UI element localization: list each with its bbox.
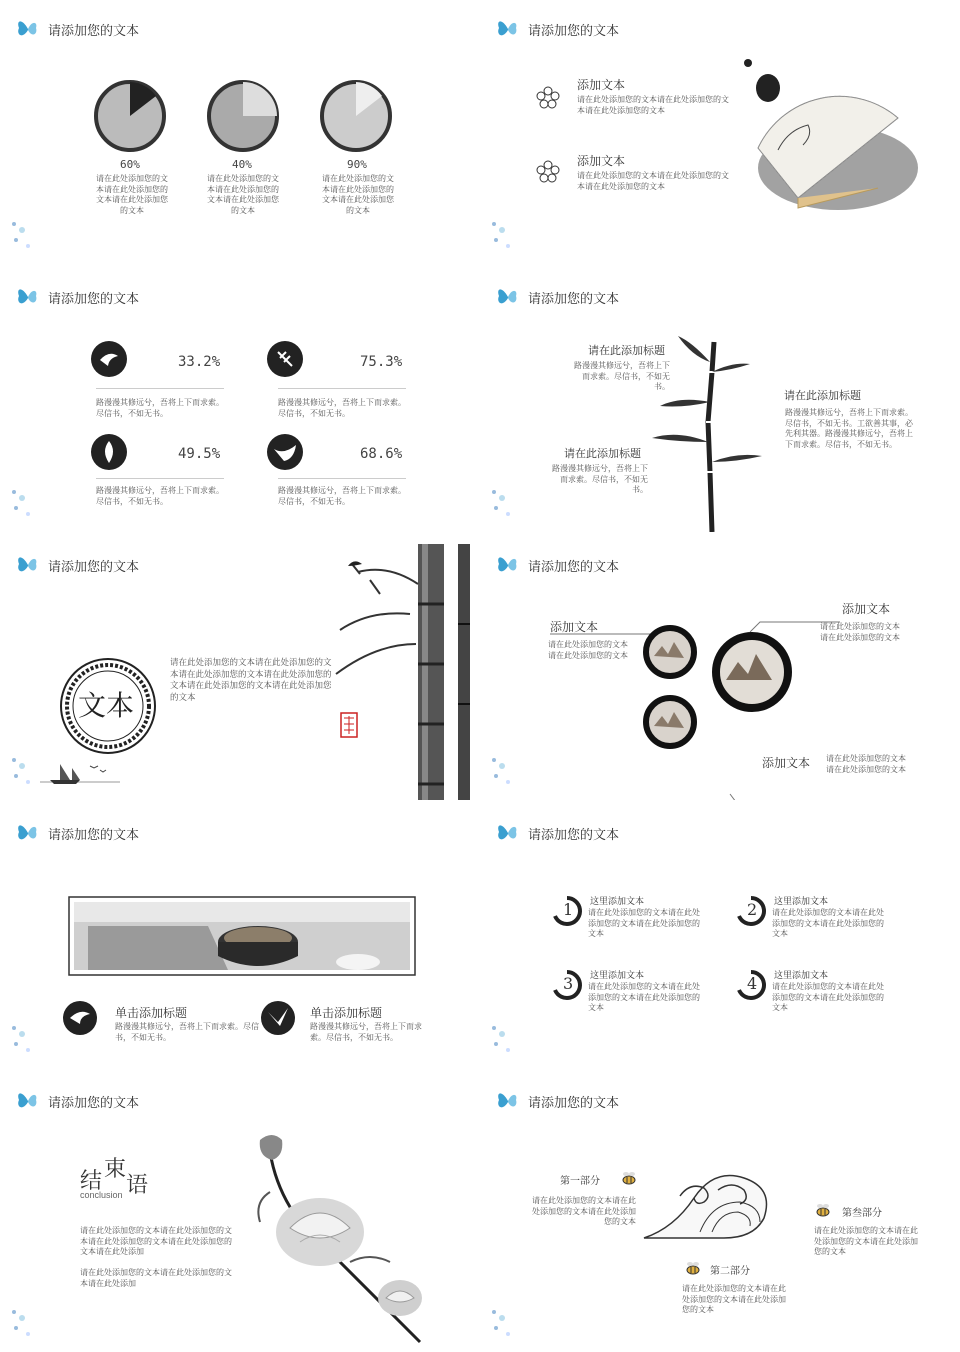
bamboo-ink-illustration [320, 544, 470, 800]
item-body: 请在此处添加您的文本请在此处添加您的文本请在此处添加您的文本 [577, 95, 729, 115]
conclusion-subtitle: conclusion [80, 1190, 123, 1200]
slide-title: 请添加您的文本 [48, 1096, 140, 1111]
item-percent: 60% [120, 158, 140, 171]
slide-title: 请添加您的文本 [48, 560, 140, 575]
body-text: 请在此处添加您的文本请在此处添加您的文本请在此处添加您的文本请在此处添加您的文本请在此处添加您的文本请在此处添加您的文本 [170, 658, 332, 703]
item-body: 请在此处添加您的文本请在此处添加您的文本 [548, 640, 628, 660]
item-body: 路漫漫其修远兮，吾将上下而求索。尽信书，不如无书。 [115, 1022, 259, 1042]
step-number: 3 [563, 974, 574, 993]
item-body: 路漫漫其修远兮，吾将上下而求索。尽信书，不如无书。 [278, 486, 406, 506]
item-body: 路漫漫其修远兮，吾将上下而求索。尽信书，不如无书。 [96, 398, 224, 418]
slide-title: 请添加您的文本 [48, 828, 140, 843]
ink-fan-illustration [738, 58, 928, 218]
decorative-dots-icon [8, 754, 36, 794]
decorative-dots-icon [488, 1306, 516, 1346]
divider [96, 388, 224, 389]
slide-title: 请添加您的文本 [528, 292, 620, 307]
decorative-dots-icon [488, 754, 516, 794]
divider [278, 388, 406, 389]
butterfly-icon [496, 16, 520, 42]
item-body: 路漫漫其修远兮，吾将上下而求索。尽信书，不如无书。 [574, 361, 670, 391]
slide-3[interactable] [0, 268, 472, 532]
ink-circle-icon [207, 80, 279, 152]
bird-ink-icon [90, 340, 128, 378]
bee-icon [684, 1260, 702, 1276]
item-body: 路漫漫其修远兮，吾将上下而求索。尽信书，不如无书。 [552, 464, 648, 494]
item-heading: 第一部分 [560, 1176, 600, 1187]
decorative-dots-icon [8, 218, 36, 258]
item-body: 请在此处添加您的文本请在此处添加您的文本请在此处添加您的文本 [577, 171, 729, 191]
item-percent: 68.6% [360, 446, 403, 462]
peony-ink-illustration [250, 1132, 450, 1346]
bee-icon [620, 1170, 638, 1186]
item-heading: 请在此添加标题 [588, 344, 665, 357]
item-body: 请在此处添加您的文本请在此处添加您的文本请在此处添加您的文本 [207, 174, 279, 215]
ink-circle-icon [94, 80, 166, 152]
body-text: 请在此处添加您的文本请在此处添加您的文本请在此处添加 [80, 1268, 232, 1288]
item-body: 请在此处添加您的文本请在此处添加您的文本请在此处添加您的文本 [588, 982, 700, 1012]
item-body: 请在此处添加您的文本请在此处添加您的文本 [826, 754, 906, 774]
item-percent: 75.3% [360, 354, 403, 370]
decorative-dots-icon [8, 486, 36, 526]
butterfly-icon [16, 284, 40, 310]
butterfly-icon [16, 820, 40, 846]
slide-title: 请添加您的文本 [528, 24, 620, 39]
item-heading: 添加文本 [550, 620, 599, 634]
slide-4[interactable] [480, 268, 952, 532]
ink-circle-icon [320, 80, 392, 152]
item-body: 请在此处添加您的文本请在此处添加您的文本请在此处添加您的文本 [772, 982, 884, 1012]
bird-ink-icon [266, 433, 304, 471]
conclusion-char: 语 [126, 1173, 149, 1198]
decorative-dots-icon [488, 218, 516, 258]
dragonfly-ink-icon [266, 340, 304, 378]
butterfly-icon [496, 552, 520, 578]
seal-text: 文本 [78, 689, 135, 722]
decorative-dots-icon [488, 486, 516, 526]
item-body: 请在此处添加您的文本请在此处添加您的文本 [820, 622, 900, 642]
item-body: 请在此处添加您的文本请在此处添加您的文本请在此处添加您的文本 [96, 174, 168, 215]
bird-ink-icon [62, 1000, 98, 1036]
slide-10[interactable] [480, 1072, 952, 1352]
item-percent: 40% [232, 158, 252, 171]
body-text: 请在此处添加您的文本请在此处添加您的文本请在此处添加您的文本请在此处添加您的文本请在此处添加 [80, 1226, 232, 1256]
divider [278, 478, 406, 479]
item-heading: 这里添加文本 [590, 897, 645, 907]
butterfly-icon [496, 820, 520, 846]
bee-icon [814, 1202, 832, 1218]
item-body: 请在此处添加您的文本请在此处添加您的文本请在此处添加您的文本 [682, 1284, 786, 1314]
butterfly-icon [16, 552, 40, 578]
butterfly-icon [16, 1088, 40, 1114]
slide-title: 请添加您的文本 [528, 828, 620, 843]
slide-title: 请添加您的文本 [48, 292, 140, 307]
item-heading: 添加文本 [842, 602, 891, 616]
item-percent: 49.5% [178, 446, 221, 462]
slide-1[interactable] [0, 0, 472, 264]
item-heading: 添加文本 [762, 756, 811, 770]
item-body: 路漫漫其修远兮，吾将上下而求索。尽信书，不如无书。 [310, 1022, 422, 1042]
item-heading: 这里添加文本 [590, 971, 645, 981]
decorative-dots-icon [8, 1022, 36, 1062]
conclusion-char: 束 [104, 1157, 127, 1182]
item-body: 路漫漫其修远兮，吾将上下而求索。尽信书，不如无书。工欲善其事，必先利其器。路漫漫其修远兮，吾将上下而求索。尽信书，不如无书。 [785, 408, 913, 449]
item-heading: 请在此添加标题 [784, 389, 861, 402]
slide-9[interactable] [0, 1072, 472, 1352]
item-body: 路漫漫其修远兮，吾将上下而求索。尽信书，不如无书。 [96, 486, 224, 506]
slide-title: 请添加您的文本 [48, 24, 140, 39]
item-percent: 33.2% [178, 354, 221, 370]
decorative-dots-icon [8, 1306, 36, 1346]
boat-ink-illustration [40, 758, 120, 788]
item-heading: 单击添加标题 [310, 1006, 383, 1020]
bamboo-ink-illustration [650, 332, 770, 532]
step-number: 1 [563, 900, 574, 919]
item-body: 请在此处添加您的文本请在此处添加您的文本请在此处添加您的文本 [588, 908, 700, 938]
item-heading: 这里添加文本 [774, 897, 829, 907]
item-heading: 第二部分 [710, 1266, 750, 1277]
item-heading: 添加文本 [577, 78, 626, 92]
bird-ink-icon [260, 1000, 296, 1036]
step-number: 2 [747, 900, 758, 919]
step-number: 4 [747, 974, 758, 993]
item-percent: 90% [347, 158, 367, 171]
item-body: 请在此处添加您的文本请在此处添加您的文本请在此处添加您的文本 [532, 1196, 636, 1226]
slide-5[interactable] [0, 536, 472, 800]
leaf-ink-icon [90, 433, 128, 471]
item-body: 路漫漫其修远兮，吾将上下而求索。尽信书，不如无书。 [278, 398, 406, 418]
item-body: 请在此处添加您的文本请在此处添加您的文本请在此处添加您的文本 [772, 908, 884, 938]
item-heading: 添加文本 [577, 154, 626, 168]
item-body: 请在此处添加您的文本请在此处添加您的文本请在此处添加您的文本 [322, 174, 394, 215]
tea-cup-photo [68, 896, 416, 976]
plum-flower-icon [536, 86, 560, 110]
item-heading: 这里添加文本 [774, 971, 829, 981]
conclusion-char: 结 [80, 1169, 103, 1194]
slide-6[interactable] [480, 536, 952, 800]
slide-2[interactable] [480, 0, 952, 264]
item-heading: 请在此添加标题 [564, 447, 641, 460]
slide-8[interactable] [480, 804, 952, 1068]
butterfly-icon [496, 284, 520, 310]
item-heading: 单击添加标题 [115, 1006, 188, 1020]
butterfly-icon [496, 1088, 520, 1114]
slide-title: 请添加您的文本 [528, 1096, 620, 1111]
slide-7[interactable] [0, 804, 472, 1068]
divider [96, 478, 224, 479]
butterfly-icon [16, 16, 40, 42]
decorative-dots-icon [488, 1022, 516, 1062]
item-body: 请在此处添加您的文本请在此处添加您的文本请在此处添加您的文本 [814, 1226, 918, 1256]
slide-title: 请添加您的文本 [528, 560, 620, 575]
item-heading: 第叁部分 [842, 1208, 882, 1219]
cloud-wave-illustration [640, 1172, 780, 1242]
plum-flower-icon [536, 160, 560, 184]
